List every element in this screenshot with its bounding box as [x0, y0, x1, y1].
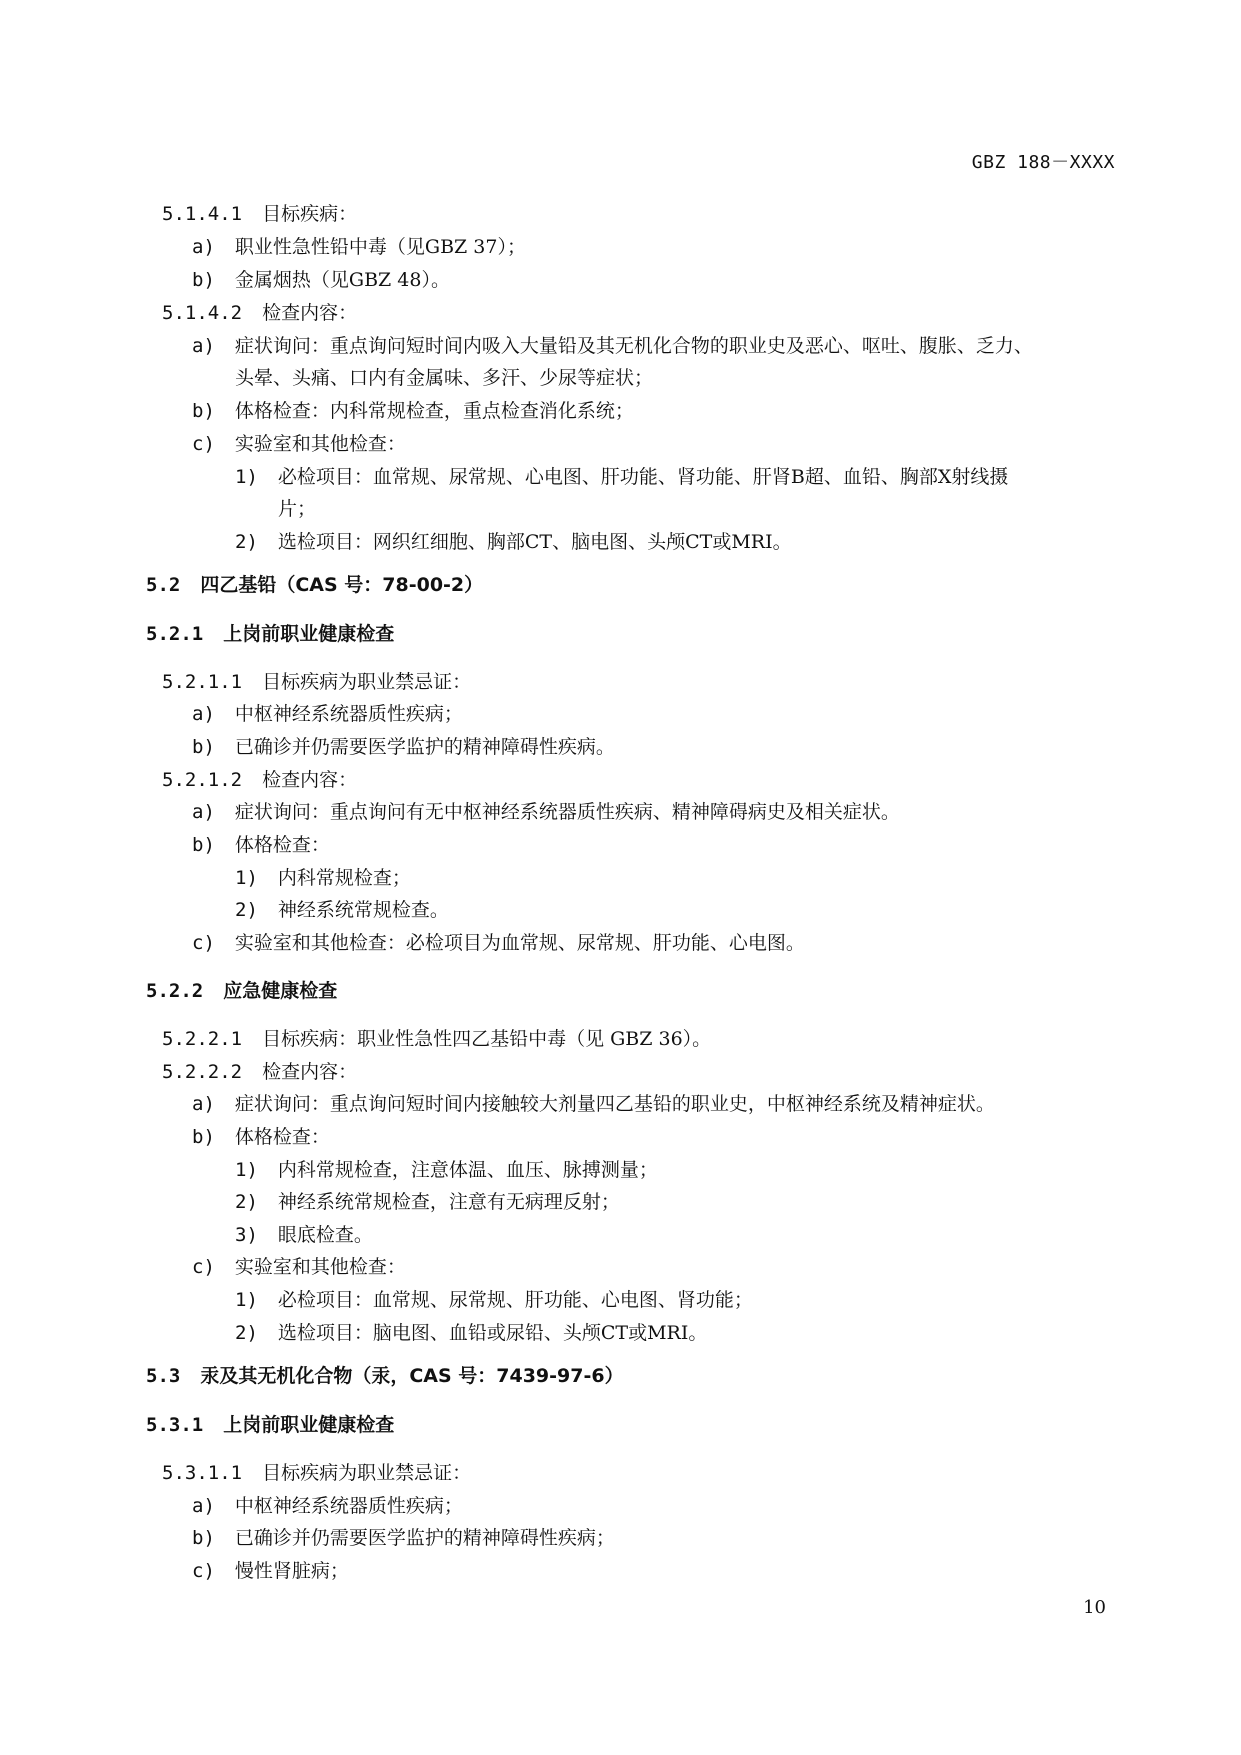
- list-item: c) 实验室和其他检查：: [192, 433, 406, 455]
- list-item: a) 中枢神经系统器质性疾病；: [192, 1495, 463, 1517]
- section-heading-5-2: 5.2 四乙基铅（CAS 号：78-00-2）: [146, 574, 484, 596]
- sub-list-item: 2) 神经系统常规检查。: [235, 899, 449, 921]
- clause-5-1-4-1: 5.1.4.1 目标疾病：: [162, 203, 358, 225]
- list-item: b) 金属烟热（见GBZ 48）。: [192, 269, 450, 291]
- list-item: b) 体格检查：内科常规检查，重点检查消化系统；: [192, 400, 634, 422]
- sub-list-item-continuation: 片；: [278, 498, 317, 520]
- document-code: GBZ 188－XXXX: [971, 152, 1115, 173]
- list-item: b) 已确诊并仍需要医学监护的精神障碍性疾病；: [192, 1527, 615, 1549]
- clause-5-2-1-1: 5.2.1.1 目标疾病为职业禁忌证：: [162, 671, 472, 693]
- list-item: a) 职业性急性铅中毒（见GBZ 37）；: [192, 236, 526, 258]
- clause-5-3-1-1: 5.3.1.1 目标疾病为职业禁忌证：: [162, 1462, 472, 1484]
- list-item: a) 症状询问：重点询问短时间内吸入大量铅及其无机化合物的职业史及恶心、呕吐、腹胀、乏力、: [192, 335, 1033, 357]
- list-item: c) 慢性肾脏病；: [192, 1560, 349, 1582]
- list-item: a) 症状询问：重点询问短时间内接触较大剂量四乙基铅的职业史，中枢神经系统及精神症状。: [192, 1093, 995, 1115]
- list-item: b) 体格检查：: [192, 834, 330, 856]
- section-heading-5-2-2: 5.2.2 应急健康检查: [146, 980, 338, 1002]
- sub-list-item: 1) 内科常规检查；: [235, 867, 411, 889]
- sub-list-item: 1) 必检项目：血常规、尿常规、肝功能、心电图、肾功能；: [235, 1289, 753, 1311]
- sub-list-item: 2) 选检项目：脑电图、血铅或尿铅、头颅CT或MRI。: [235, 1322, 708, 1344]
- section-heading-5-2-1: 5.2.1 上岗前职业健康检查: [146, 623, 395, 645]
- list-item-continuation: 头晕、头痛、口内有金属味、多汗、少尿等症状；: [235, 367, 654, 389]
- list-item: b) 体格检查：: [192, 1126, 330, 1148]
- clause-5-2-1-2: 5.2.1.2 检查内容：: [162, 769, 358, 791]
- list-item: a) 症状询问：重点询问有无中枢神经系统器质性疾病、精神障碍病史及相关症状。: [192, 801, 900, 823]
- list-item: b) 已确诊并仍需要医学监护的精神障碍性疾病。: [192, 736, 615, 758]
- clause-5-1-4-2: 5.1.4.2 检查内容：: [162, 302, 358, 324]
- clause-5-2-2-1: 5.2.2.1 目标疾病：职业性急性四乙基铅中毒（见 GBZ 36）。: [162, 1028, 712, 1050]
- sub-list-item: 2) 选检项目：网织红细胞、胸部CT、脑电图、头颅CT或MRI。: [235, 531, 792, 553]
- sub-list-item: 1) 内科常规检查，注意体温、血压、脉搏测量；: [235, 1159, 658, 1181]
- section-heading-5-3: 5.3 汞及其无机化合物（汞，CAS 号：7439-97-6）: [146, 1365, 624, 1387]
- list-item: c) 实验室和其他检查：必检项目为血常规、尿常规、肝功能、心电图。: [192, 932, 805, 954]
- sub-list-item: 2) 神经系统常规检查，注意有无病理反射；: [235, 1191, 620, 1213]
- sub-list-item: 1) 必检项目：血常规、尿常规、心电图、肝功能、肾功能、肝肾B超、血铅、胸部X射线摄: [235, 466, 1009, 488]
- page-number: 10: [1083, 1597, 1106, 1618]
- list-item: c) 实验室和其他检查：: [192, 1256, 406, 1278]
- section-heading-5-3-1: 5.3.1 上岗前职业健康检查: [146, 1414, 395, 1436]
- clause-5-2-2-2: 5.2.2.2 检查内容：: [162, 1061, 358, 1083]
- sub-list-item: 3) 眼底检查。: [235, 1224, 373, 1246]
- list-item: a) 中枢神经系统器质性疾病；: [192, 703, 463, 725]
